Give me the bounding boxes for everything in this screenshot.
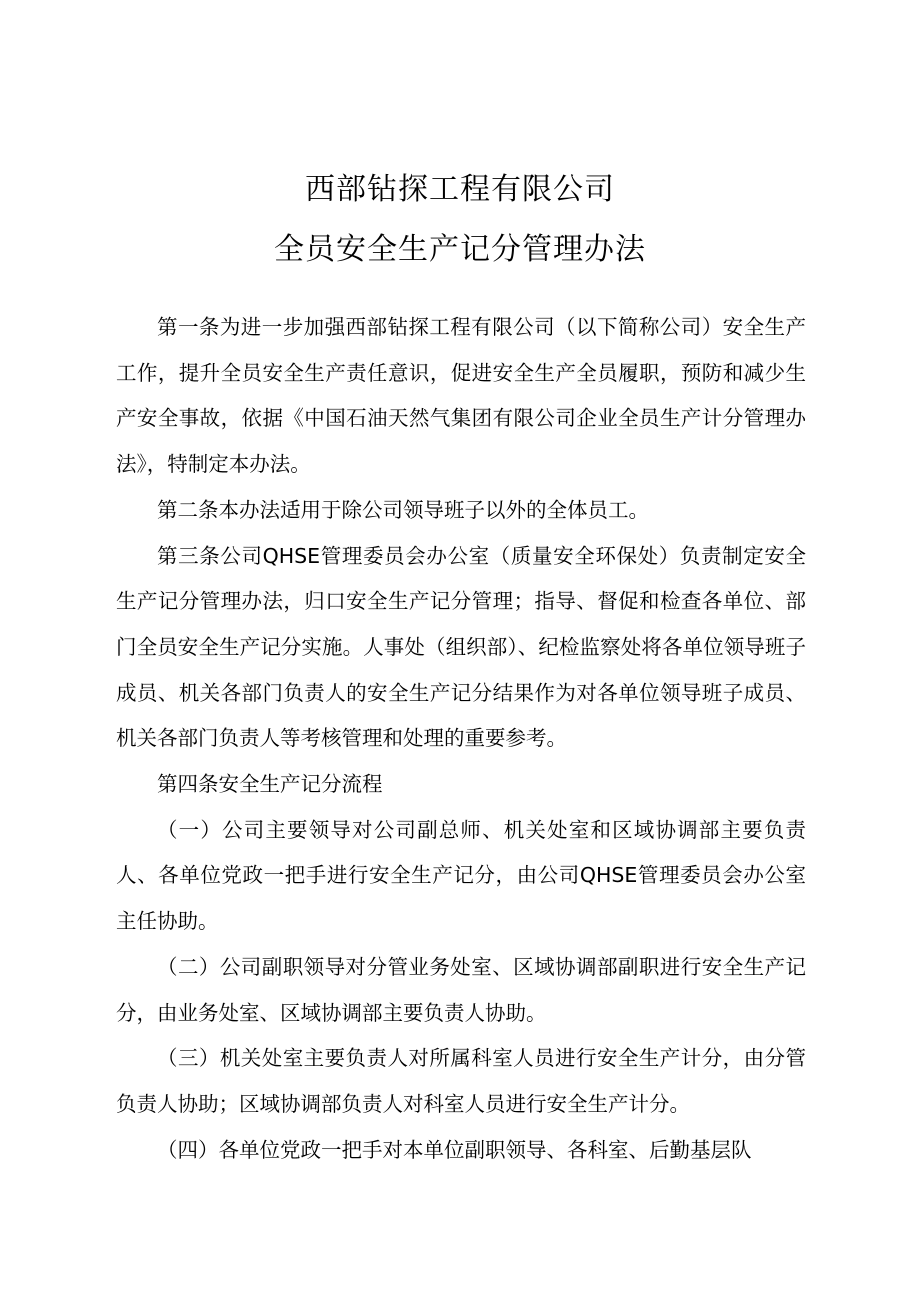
document-body — [116, 305, 806, 1173]
article-4-heading: 第四条安全生产记分流程 — [157, 772, 383, 797]
article-2-paragraph: 第二条本办法适用于除公司领导班子以外的全体员工。 — [157, 497, 649, 522]
article-4-item-2: （二）公司副职领导对分管业务处室、区域协调部副职进行安全生产记分，由业务处室、区域协调部主要负责人协助。 — [116, 954, 806, 1025]
title-line-company: 西部钻探工程有限公司 — [305, 172, 615, 207]
article-1-paragraph: 第一条为进一步加强西部钻探工程有限公司（以下简称公司）安全生产工作，提升全员安全生产责任意识，促进安全生产全员履职，预防和减少生产安全事故，依据《中国石油天然气集团有限公司企业全员生产计分管理办法》，特制定本办法。 — [116, 315, 806, 477]
title-line-subject: 全员安全生产记分管理办法 — [274, 232, 646, 267]
article-4-item-3: （三）机关处室主要负责人对所属科室人员进行安全生产计分，由分管负责人协助；区域协调部负责人对科室人员进行安全生产计分。 — [116, 1046, 806, 1116]
article-4-item-4: （四）各单位党政一把手对本单位副职领导、各科室、后勤基层队 — [157, 1137, 752, 1162]
document-title — [0, 160, 920, 280]
article-4-item-1: （一）公司主要领导对公司副总师、机关处室和区域协调部主要负责人、各单位党政一把手进行安全生产记分，由公司QHSE管理委员会办公室主任协助。 — [116, 817, 806, 934]
article-3-paragraph: 第三条公司QHSE管理委员会办公室（质量安全环保处）负责制定安全生产记分管理办法，归口安全生产记分管理；指导、督促和检查各单位、部门全员安全生产记分实施。人事处（组织部）、纪检监察处将各单位领导班子成员、机关各部门负责人的安全生产记分结果作为对各单位领导班子成员、机关各部门负责人等考核管理和处理的重要参考。 — [116, 543, 806, 751]
